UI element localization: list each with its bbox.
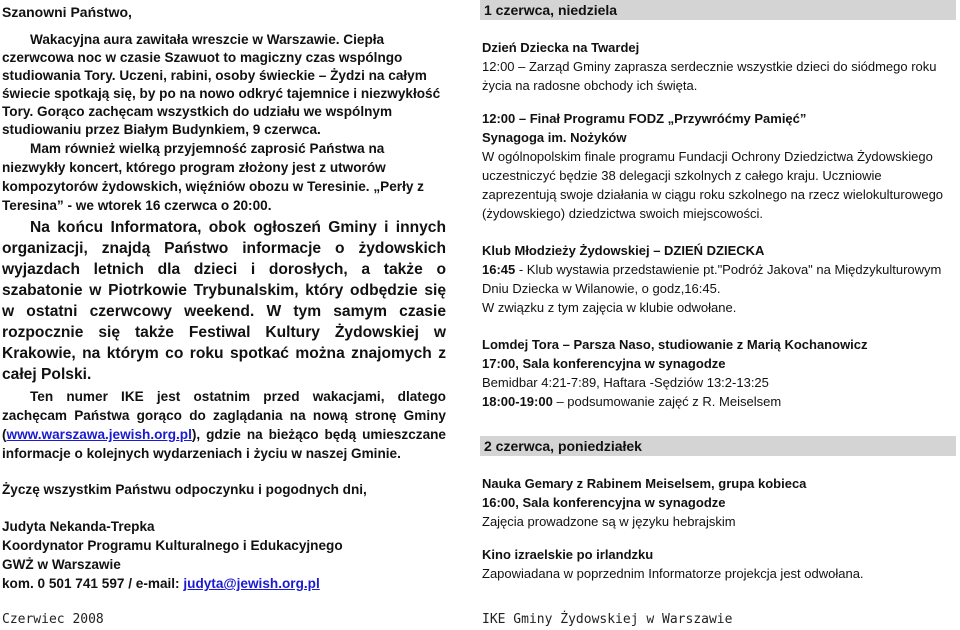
event-fodz-final [480, 109, 956, 223]
paragraph-summer: Na końcu Informatora, obok ogłoszeń Gminy i innych organizacji, znajdą Państwo informacje o żydowskich wyjazdach letnich dla dzieci i dorosłych, a także o szabatonie w Piotrkowie Trybunalskim, który odbędzie się w ostatni czerwcowy weekend. W tym samym czasie rozpocznie się także Festiwal Kultury Żydowskiej w Krakowie, na którym co roku spotkać można znajomych z całej Polski. [2, 219, 446, 383]
paragraph-website [2, 387, 446, 463]
signature-block [2, 517, 446, 593]
letter-column [2, 0, 446, 593]
event-note: W związku z tym zajęcia w klubie odwołane. [482, 300, 737, 315]
footer-publication: IKE Gminy Żydowskiej w Warszawie [482, 612, 733, 627]
event-title: Klub Młodzieży Żydowskiej – DZIEŃ DZIECKA [482, 243, 765, 258]
event-text: 12:00 – Zarząd Gminy zaprasza serdecznie wszystkie dzieci do siódmego roku życia na radosne obchody ich święta. [482, 59, 937, 93]
event-text: W ogólnopolskim finale programu Fundacji Ochrony Dziedzictwa Żydowskiego uczestniczyć będzie 38 delegacji szkolnych z całego kraju. Uczniowie zaprezentują swoje działania w ciągu roku szkolnego na rzecz wielokulturowego (żydowskiego) dziedzictwa swoich miejscowości. [482, 149, 944, 221]
event-text: Zapowiadana w poprzednim Informatorze projekcja jest odwołana. [482, 566, 864, 581]
footer-date: Czerwiec 2008 [2, 612, 104, 627]
event-gemara [480, 474, 956, 531]
website-link[interactable]: www.warszawa.jewish.org.pl [6, 427, 192, 442]
event-place: Synagoga im. Nożyków [482, 130, 627, 145]
event-text: – podsumowanie zajęć z R. Meiselsem [552, 394, 782, 409]
event-title: Kino izraelskie po irlandzku [482, 547, 654, 562]
event-text: - Klub wystawia przedstawienie pt."Podróż Jakova" na Międzykulturowym Dniu Dziecka w Wilanowie, o godz,16:45. [482, 262, 942, 296]
day-header-june-1: 1 czerwca, niedziela [480, 0, 956, 20]
day-header-june-2: 2 czerwca, poniedziałek [480, 436, 956, 456]
event-title: Dzień Dziecka na Twardej [482, 40, 640, 55]
email-link[interactable]: judyta@jewish.org.pl [183, 576, 320, 591]
event-youth-club [480, 241, 956, 317]
events-column [480, 0, 956, 583]
event-time: 16:45 [482, 262, 516, 277]
paragraph-concert: Mam również wielką przyjemność zaprosić Państwa na niezwykły koncert, którego program złożony jest z utworów kompozytorów żydowskich, więźniów obozu w Teresinie. „Perły z Teresina” - we wtorek 16 czerwca o 20:00. [2, 141, 424, 213]
contact-text: kom. 0 501 741 597 / e-mail: [2, 576, 184, 591]
event-place: 16:00, Sala konferencyjna w synagodze [482, 495, 726, 510]
signature-role: Koordynator Programu Kulturalnego i Edukacyjnego [2, 538, 343, 553]
event-title: Nauka Gemary z Rabinem Meiselsem, grupa kobieca [482, 476, 807, 491]
signature-name: Judyta Nekanda-Trepka [2, 519, 155, 534]
event-title: Lomdej Tora – Parsza Naso, studiowanie z Marią Kochanowicz [482, 337, 868, 352]
event-text: Bemidbar 4:21-7:89, Haftara -Sędziów 13:2-13:25 [482, 375, 769, 390]
website-text-a: Ten numer IKE jest ostatnim przed wakacjami, dlatego zachęcam Państwa gorąco do zaglądania na nową stronę Gminy ( [2, 389, 446, 442]
greeting: Szanowni Państwo, [2, 4, 132, 20]
signature-contact [2, 574, 446, 593]
event-childrens-day [480, 38, 956, 95]
website-text-b: ), gdzie na bieżąco będą umieszczane informacje o kolejnych wydarzeniach i życiu w naszej Gminie. [2, 427, 446, 461]
event-title: 12:00 – Finał Programu FODZ „Przywróćmy Pamięć” [482, 111, 807, 126]
event-time: 18:00-19:00 [482, 394, 553, 409]
event-lomdej-tora [480, 335, 956, 411]
event-place: 17:00, Sala konferencyjna w synagodze [482, 356, 726, 371]
event-text: Zajęcia prowadzone są w języku hebrajskim [482, 514, 736, 529]
paragraph-shavuot: Wakacyjna aura zawitała wreszcie w Warszawie. Ciepła czerwcowa noc w czasie Szawuot to magiczny czas wspólngo studiowania Tory. Uczeni, rabini, osoby świeckie – Żydzi na całym świecie spotkają się, by po na nowo odkryć tajemnice i niezwykłość Tory. Gorąco zachęcam wszystkich do udziału we wspólnym studiowaniu przez Białym Budynkiem, 9 czerwca. [2, 32, 441, 137]
signature-org: GWŻ w Warszawie [2, 557, 121, 572]
closing-wish: Życzę wszystkim Państwu odpoczynku i pogodnych dni, [2, 482, 367, 497]
event-israeli-cinema [480, 545, 956, 583]
